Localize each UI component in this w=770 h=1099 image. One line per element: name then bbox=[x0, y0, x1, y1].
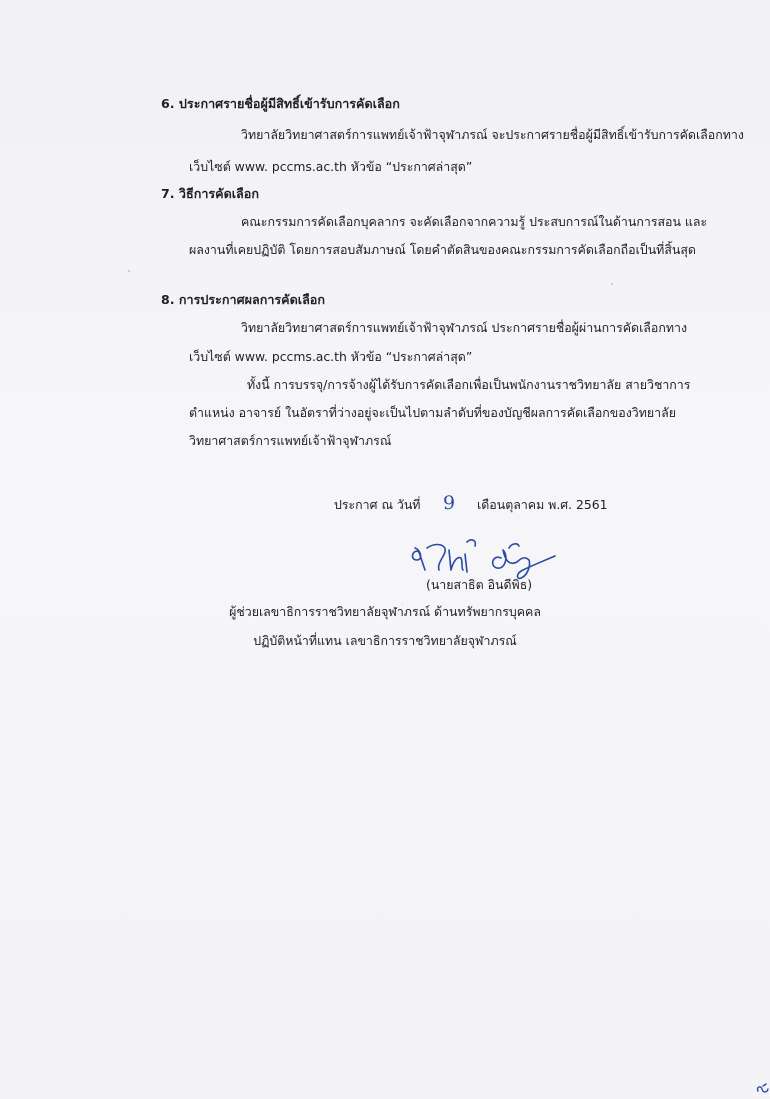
section-8-heading: 8. การประกาศผลการคัดเลือก bbox=[161, 292, 325, 307]
signature-image bbox=[405, 536, 560, 581]
announcement-prefix: ประกาศ ณ วันที่ bbox=[334, 497, 421, 512]
signatory-name: (นายสาธิต อินดีพิธ) bbox=[426, 577, 533, 592]
section-8-line-2: เว็บไซต์ www. pccms.ac.th หัวข้อ “ประกาศล่าสุด” bbox=[189, 349, 473, 364]
scan-speck bbox=[611, 283, 613, 285]
section-7-heading: 7. วิธีการคัดเลือก bbox=[161, 186, 259, 201]
signatory-position-2: ปฏิบัติหน้าที่แทน เลขาธิการราชวิทยาลัยจุฬาภรณ์ bbox=[253, 633, 517, 648]
section-8-line-1: วิทยาลัยวิทยาศาสตร์การแพทย์เจ้าฟ้าจุฬาภรณ์ ประกาศรายชื่อผู้ผ่านการคัดเลือกทาง bbox=[241, 320, 688, 335]
signatory-position-1: ผู้ช่วยเลขาธิการราชวิทยาลัยจุฬาภรณ์ ด้านทรัพยากรบุคคล bbox=[229, 604, 541, 619]
section-8-line-5: วิทยาศาสตร์การแพทย์เจ้าฟ้าจุฬาภรณ์ bbox=[189, 433, 392, 448]
announcement-day-handwritten: 9 bbox=[443, 492, 456, 514]
section-8-line-4: ตำแหน่ง อาจารย์ ในอัตราที่ว่างอยู่จะเป็นไปตามลำดับที่ของบัญชีผลการคัดเลือกของวิทยาลัย bbox=[189, 405, 676, 420]
announcement-month-year: เดือนตุลาคม พ.ศ. 2561 bbox=[477, 497, 608, 512]
section-6-heading: 6. ประกาศรายชื่อผู้มีสิทธิ์เข้ารับการคัดเลือก bbox=[161, 96, 400, 111]
section-6-line-2: เว็บไซต์ www. pccms.ac.th หัวข้อ “ประกาศล่าสุด” bbox=[189, 159, 473, 174]
section-8-line-3: ทั้งนี้ การบรรจุ/การจ้างผู้ได้รับการคัดเลือกเพื่อเป็นพนักงานราชวิทยาลัย สายวิชาการ bbox=[247, 377, 691, 392]
section-6-line-1: วิทยาลัยวิทยาศาสตร์การแพทย์เจ้าฟ้าจุฬาภรณ์ จะประกาศรายชื่อผู้มีสิทธิ์เข้ารับการคัดเลือกทาง bbox=[241, 127, 744, 142]
section-7-line-1: คณะกรรมการคัดเลือกบุคลากร จะคัดเลือกจากความรู้ ประสบการณ์ในด้านการสอน และ bbox=[241, 214, 708, 229]
section-7-line-2: ผลงานที่เคยปฏิบัติ โดยการสอบสัมภาษณ์ โดยคำตัดสินของคณะกรรมการคัดเลือกถือเป็นที่สิ้นสุด bbox=[189, 242, 696, 257]
scan-speck bbox=[128, 270, 130, 272]
page-number-mark-icon bbox=[755, 1083, 770, 1095]
